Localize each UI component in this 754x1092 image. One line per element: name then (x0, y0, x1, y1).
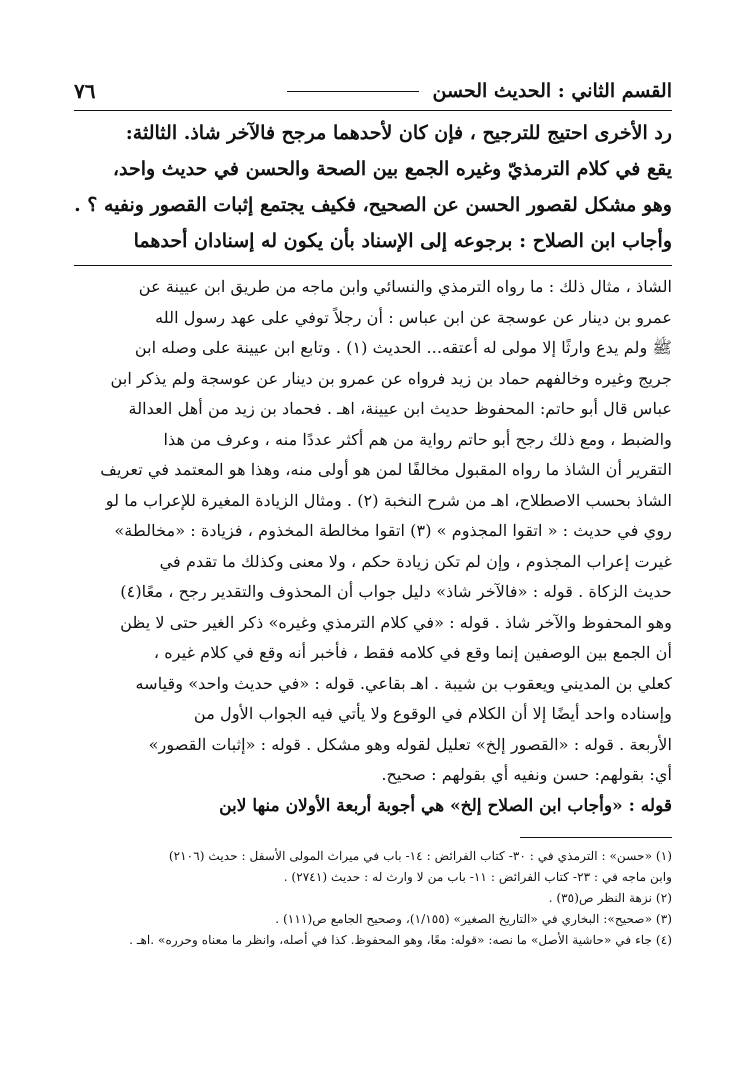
commentary-line: وهو المحفوظ والآخر شاذ . قوله : «في كلام الترمذي وغيره» ذكر الغير حتى لا يظن (120, 612, 672, 632)
commentary-line: روي في حديث : « اتقوا المجذوم » (٣) اتقوا مخالطة المخذوم ، فزيادة : «مخالطة» (114, 521, 672, 540)
main-line: رد الأخرى احتيج للترجيح ، فإن كان لأحدهما مرجح فالآخر شاذ. الثالثة: (125, 122, 672, 144)
commentary-line: قوله : «وأجاب ابن الصلاح إلخ» هي أجوبة أربعة الأولان منها لابن (219, 795, 672, 816)
running-header (74, 72, 672, 111)
commentary-line: عمرو بن دينار عن عوسجة عن ابن عباس : أن رجلاً توفي على عهد رسول الله (155, 307, 672, 327)
footnotes (74, 846, 672, 951)
commentary-line: وإسناده واحد أيضًا إلا أن الكلام في الوقوع ولا يأتي فيه الجواب الأول من (193, 704, 672, 723)
section-title: القسم الثاني : الحديث الحسن (432, 80, 672, 102)
main-line: وأجاب ابن الصلاح : برجوعه إلى الإسناد بأن يكون له إسنادان أحدهما (133, 230, 672, 252)
main-text (74, 115, 672, 259)
commentary-line: الشاذ ، مثال ذلك : ما رواه الترمذي والنسائي وابن ماجه من طريق ابن عيينة عن (138, 277, 672, 296)
footnote-line: (٤) جاء في «حاشية الأصل» ما نصه: «قوله: معًا، وهو المحفوظ. كذا في أصله، وانظر ما معناه وحرره» .اهـ . (129, 933, 672, 947)
book-page (74, 72, 672, 951)
commentary-line: الشاذ بحسب الاصطلاح، اهـ من شرح النخبة (٢) . ومثال الزيادة المغيرة للإعراب ما لو (105, 490, 672, 510)
commentary-line: التقرير أن الشاذ ما رواه المقبول مخالفًا لمن هو أولى منه، وهذا هو المعتمد في تعريف (100, 460, 672, 479)
main-line: وهو مشكل لقصور الحسن عن الصحيح، فكيف يجتمع إثبات القصور ونفيه ؟ . (74, 194, 672, 216)
footnote-line: (٢) نزهة النظر ص(٣٥) . (548, 891, 672, 905)
footnote-line: (١) «حسن» : الترمذي في : ٣٠- كتاب الفرائض : ١٤- باب في ميراث المولى الأسفل : حديث (٢١٠٦) (168, 849, 672, 863)
page-number: ٧٦ (74, 79, 96, 103)
commentary-line: غيرت إعراب المجذوم ، وإن لم تكن زيادة حكم ، ولا معنى وكذلك ما تقدم في (159, 551, 672, 571)
commentary-line: حديث الزكاة . قوله : «فالآخر شاذ» دليل جواب أن المحذوف والتقدير رجح ، معًا(٤) (120, 582, 672, 601)
footnote-separator (520, 837, 672, 838)
commentary-line: ﷺ ولم يدع وارثًا إلا مولى له أعتقه... الحديث (١) . وتابع ابن عيينة على وصله ابن (134, 338, 672, 357)
main-commentary-divider (74, 259, 672, 266)
commentary-line: جريج وغيره وخالفهم حماد بن زيد فرواه عن عمرو بن دينار عن عوسجة ولم يذكر ابن (110, 368, 672, 388)
commentary-line: أن الجمع بين الوصفين إنما وقع في كلامه فقط ، فأخبر أنه وقع في كلام غيره ، (153, 643, 672, 662)
commentary-line: كعلي بن المديني ويعقوب بن شيبة . اهـ بقاعي. قوله : «في حديث واحد» وقياسه (135, 673, 672, 693)
footnote-line: وابن ماجه في : ٢٣- كتاب الفرائض : ١١- باب من لا وارث له : حديث (٢٧٤١) . (283, 870, 672, 884)
commentary-line: الأربعة . قوله : «القصور إلخ» تعليل لقوله وهو مشكل . قوله : «إثبات القصور» (148, 734, 672, 754)
commentary-text (74, 272, 672, 821)
main-line: يقع في كلام الترمذيّ وغيره الجمع بين الصحة والحسن في حديث واحد، (112, 158, 672, 180)
section-title-group (287, 80, 672, 102)
commentary-line: والضبط ، ومع ذلك رجح أبو حاتم رواية من هم أكثر عددًا منه ، وعرف من هذا (163, 429, 672, 449)
footnote-line: (٣) «صحيح»: البخاري في «التاريخ الصغير» (١/١٥٥)، وصحيح الجامع ص(١١١) . (275, 912, 672, 926)
commentary-line: عباس قال أبو حاتم: المحفوظ حديث ابن عيينة، اهـ . فحماد بن زيد من أهل العدالة (128, 399, 672, 418)
header-rule (287, 91, 419, 92)
commentary-line: أي: بقولهم: حسن ونفيه أي بقولهم : صحيح. (381, 765, 672, 784)
